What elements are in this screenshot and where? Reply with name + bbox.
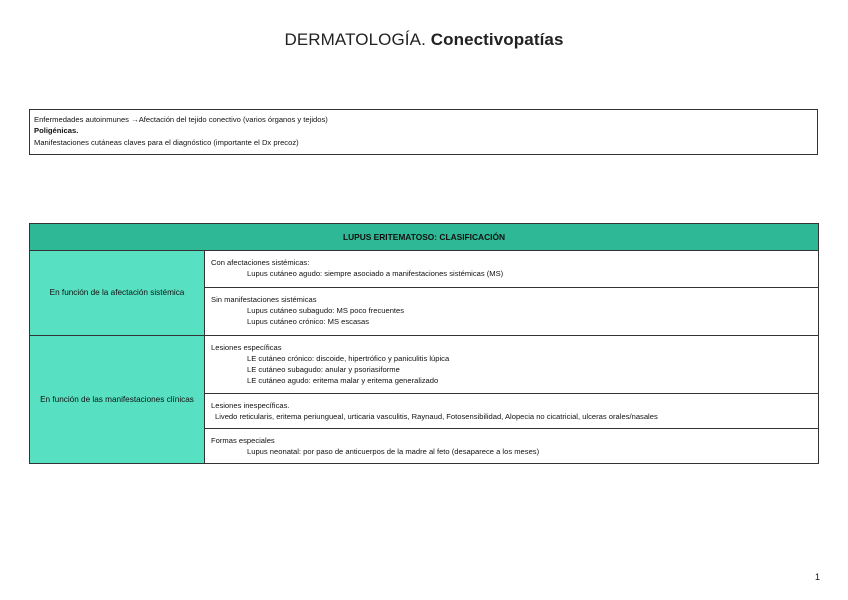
cell-item: LE cutáneo subagudo: anular y psoriasiforme — [247, 365, 400, 374]
cell-item: Lupus cutáneo agudo: siempre asociado a manifestaciones sistémicas (MS) — [247, 269, 504, 278]
group-systemic-label: En función de la afectación sistémica — [30, 251, 205, 336]
intro-line-3: Manifestaciones cutáneas claves para el diagnóstico (importante el Dx precoz) — [34, 137, 299, 147]
table-cell — [205, 429, 819, 464]
cell-heading: Lesiones específicas — [211, 343, 282, 352]
intro-line-1a: Enfermedades autoinmunes — [34, 115, 132, 124]
table-cell — [205, 394, 819, 429]
cell-item: Lupus cutáneo crónico: MS escasas — [247, 317, 369, 326]
cell-item: Lupus cutáneo subagudo: MS poco frecuentes — [247, 306, 405, 315]
title-prefix: DERMATOLOGÍA. — [284, 30, 426, 49]
intro-line-1 — [34, 114, 813, 125]
table-cell — [205, 336, 819, 394]
table-cell — [205, 251, 819, 288]
cell-item: Livedo reticularis, eritema periungueal, urticaria vasculitis, Raynaud, Fotosensibilidad, Alopecia no cicatricial, ulceras orales/nasales — [215, 412, 658, 421]
cell-item: Lupus neonatal: por paso de anticuerpos de la madre al feto (desaparece a los meses) — [247, 447, 540, 456]
page-number: 1 — [814, 572, 820, 582]
cell-item: LE cutáneo crónico: discoide, hipertrófico y paniculitis lúpica — [247, 354, 450, 363]
cell-heading: Con afectaciones sistémicas: — [211, 258, 310, 267]
cell-item: LE cutáneo agudo: eritema malar y eritema generalizado — [247, 376, 439, 385]
cell-heading: Sin manifestaciones sistémicas — [211, 295, 317, 304]
intro-line-2: Poligénicas. — [34, 126, 79, 136]
arrow-icon: → — [131, 115, 139, 124]
cell-heading: Formas especiales — [211, 436, 275, 445]
classification-table — [29, 223, 819, 464]
table-cell — [205, 288, 819, 336]
intro-box — [29, 109, 818, 155]
title-main: Conectivopatías — [430, 30, 564, 49]
intro-line-1b: Afectación del tejido conectivo (varios órganos y tejidos) — [138, 115, 328, 124]
table-title: LUPUS ERITEMATOSO: CLASIFICACIÓN — [30, 224, 819, 251]
group-clinical-label: En función de las manifestaciones clínicas — [30, 336, 205, 464]
page-title — [0, 30, 848, 50]
cell-heading: Lesiones inespecíficas. — [211, 401, 290, 410]
